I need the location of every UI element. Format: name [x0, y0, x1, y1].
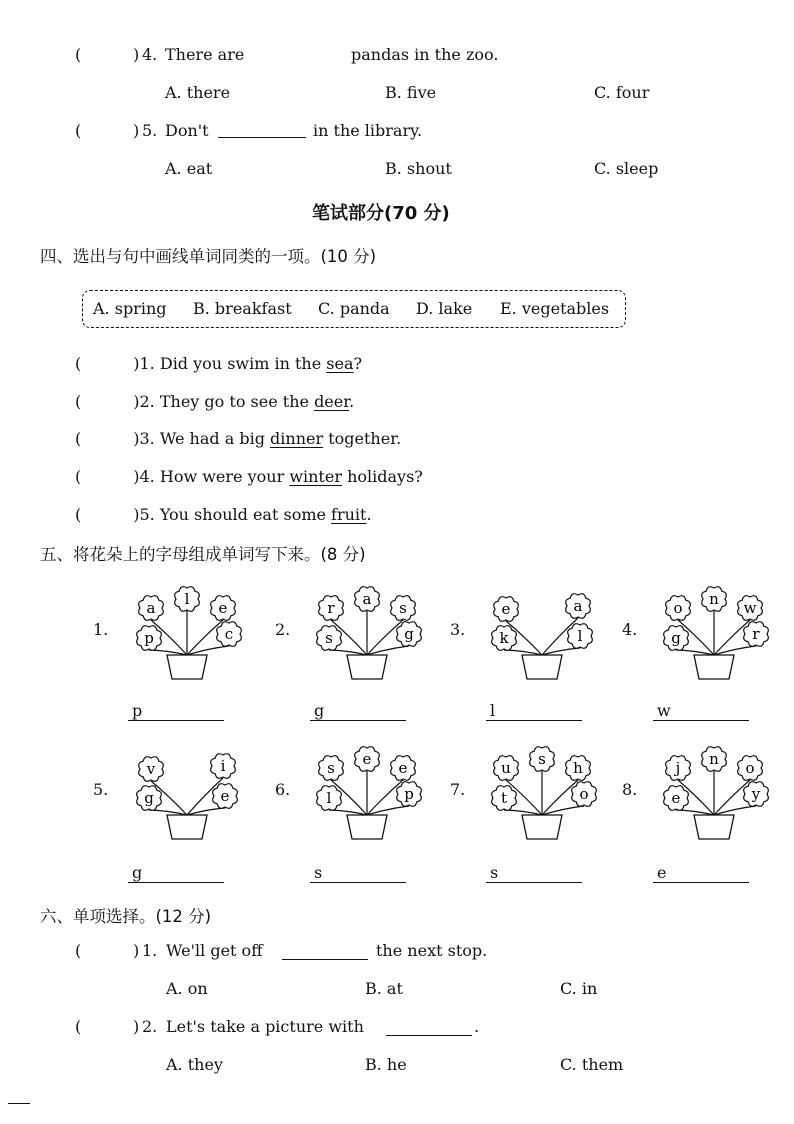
blossom-letter: l — [184, 590, 190, 608]
answer-paren-close: ) — [133, 941, 140, 960]
flower-stem — [329, 810, 367, 815]
flower-number: 4. — [622, 620, 638, 639]
fill-blank[interactable] — [282, 945, 368, 960]
flower-number: 3. — [450, 620, 466, 639]
flower-stem — [676, 650, 714, 655]
question-text-after: . — [349, 392, 355, 411]
answer-start-letter: s — [314, 863, 323, 882]
word-bank-option-c: C. panda — [318, 299, 390, 318]
answer-paren-close: ) — [133, 121, 140, 140]
answer-start-letter: p — [132, 701, 143, 720]
blossom-letter: r — [327, 599, 335, 617]
blossom-letter: l — [577, 627, 583, 645]
answer-paren-open[interactable]: ( — [75, 392, 82, 411]
option-b[interactable]: B. five — [385, 83, 437, 102]
blossom-letter: o — [579, 785, 589, 803]
question-text-before: How were your — [159, 467, 290, 486]
flower-pot — [167, 815, 207, 839]
flower-pot-illustration — [632, 575, 782, 685]
flower-pot — [347, 815, 387, 839]
answer-line[interactable] — [486, 882, 582, 883]
list-item — [75, 505, 372, 524]
question-text-after: the next stop. — [376, 941, 488, 960]
blossom-letter: j — [675, 759, 681, 777]
blossom-letter: h — [573, 759, 583, 777]
answer-paren-open[interactable]: ( — [75, 467, 82, 486]
blossom-letter: y — [751, 785, 761, 803]
flower-pot — [522, 815, 562, 839]
flower-number: 6. — [275, 780, 291, 799]
flower-stem — [714, 646, 756, 655]
answer-start-letter: e — [657, 863, 667, 882]
flower-number: 8. — [622, 780, 638, 799]
blossom-letter: g — [404, 625, 414, 643]
blossom-letter: o — [745, 759, 755, 777]
answer-paren-close: ) — [133, 429, 140, 448]
answer-line[interactable] — [128, 720, 224, 721]
question-text-before: There are — [165, 45, 245, 64]
question-number: 4. — [142, 45, 158, 64]
underlined-word: winter — [289, 467, 342, 486]
blossom-letter: g — [144, 789, 154, 807]
flower-number: 2. — [275, 620, 291, 639]
question-number: 3. — [139, 429, 155, 448]
answer-line[interactable] — [310, 720, 406, 721]
answer-paren-open[interactable]: ( — [75, 505, 82, 524]
answer-paren-open[interactable]: ( — [75, 121, 82, 140]
question-text-after: in the library. — [313, 121, 423, 140]
blossom-letter: c — [224, 625, 234, 643]
option-b[interactable]: B. he — [365, 1055, 407, 1074]
question-text-after: ? — [353, 354, 363, 373]
flower-pot-illustration — [460, 735, 610, 845]
answer-paren-close: ) — [133, 467, 140, 486]
blossom-letter: u — [501, 759, 511, 777]
option-b[interactable]: B. shout — [385, 159, 452, 178]
option-a[interactable]: A. on — [166, 979, 208, 998]
flower-pot-illustration — [285, 735, 435, 845]
question-number: 5. — [142, 121, 158, 140]
section-5-title: 五、将花朵上的字母组成单词写下来。(8 分) — [40, 545, 366, 564]
flower-pot — [522, 655, 562, 679]
blossom-letter: w — [743, 599, 757, 617]
option-c[interactable]: C. them — [560, 1055, 624, 1074]
question-text-before: You should eat some — [159, 505, 332, 524]
answer-paren-close: ) — [133, 505, 140, 524]
question-number: 1. — [139, 354, 155, 373]
list-item — [75, 354, 362, 373]
flower-stem — [149, 810, 187, 815]
flower-stem — [504, 650, 542, 655]
option-a[interactable]: A. eat — [165, 159, 213, 178]
blossom-letter: e — [220, 787, 230, 805]
fill-blank[interactable] — [386, 1021, 472, 1036]
word-bank-option-b: B. breakfast — [193, 299, 292, 318]
flower-stem — [187, 646, 229, 655]
answer-paren-close: ) — [133, 45, 140, 64]
answer-start-letter: g — [314, 701, 325, 720]
question-number: 4. — [139, 467, 155, 486]
blossom-letter: s — [327, 759, 335, 777]
question-text-after: . — [366, 505, 372, 524]
blossom-letter: g — [671, 629, 681, 647]
flower-stem — [329, 650, 367, 655]
answer-paren-open[interactable]: ( — [75, 941, 82, 960]
answer-line[interactable] — [128, 882, 224, 883]
answer-paren-close: ) — [133, 1017, 140, 1036]
flower-stem — [542, 806, 584, 815]
flower-pot-illustration — [105, 735, 255, 845]
flower-stem — [714, 806, 756, 815]
blossom-letter: e — [398, 759, 408, 777]
blossom-letter: s — [538, 750, 546, 768]
flower-stem — [676, 810, 714, 815]
question-number: 5. — [139, 505, 155, 524]
answer-paren-close: ) — [133, 392, 140, 411]
flower-stem — [367, 646, 409, 655]
blossom-letter: i — [220, 757, 226, 775]
flower-stem — [504, 810, 542, 815]
question-text-before: We'll get off — [166, 941, 263, 960]
option-a[interactable]: A. they — [166, 1055, 223, 1074]
blossom-letter: k — [499, 629, 509, 647]
list-item — [75, 429, 401, 448]
answer-start-letter: l — [490, 701, 496, 720]
option-c[interactable]: C. sleep — [594, 159, 659, 178]
flower-pot-illustration — [460, 575, 610, 685]
question-text-before: Don't — [165, 121, 209, 140]
answer-paren-close: ) — [133, 354, 140, 373]
question-number: 1. — [142, 941, 158, 960]
answer-start-letter: g — [132, 863, 143, 882]
list-item — [75, 467, 423, 486]
underlined-word: sea — [326, 354, 354, 373]
blossom-letter: a — [362, 590, 372, 608]
word-bank-option-a: A. spring — [93, 299, 167, 318]
answer-paren-open[interactable]: ( — [75, 429, 82, 448]
answer-line[interactable] — [653, 882, 749, 883]
blossom-letter: p — [404, 785, 414, 803]
blossom-letter: o — [673, 599, 683, 617]
blossom-letter: n — [709, 590, 719, 608]
blossom-letter: t — [500, 789, 508, 807]
question-text-before: They go to see the — [159, 392, 315, 411]
question-text-before: Let's take a picture with — [166, 1017, 364, 1036]
flower-number: 7. — [450, 780, 466, 799]
question-text-before: We had a big — [159, 429, 271, 448]
footer-mark — [8, 1103, 30, 1104]
blossom-letter: l — [326, 789, 332, 807]
fill-blank[interactable] — [218, 123, 306, 138]
blossom-letter: a — [146, 599, 156, 617]
question-text-after: holidays? — [341, 467, 423, 486]
flower-pot-illustration — [632, 735, 782, 845]
answer-line[interactable] — [486, 720, 582, 721]
question-text-before: Did you swim in the — [159, 354, 327, 373]
written-part-title: 笔试部分(70 分) — [312, 203, 450, 224]
underlined-word: dinner — [270, 429, 324, 448]
blossom-letter: e — [501, 600, 511, 618]
question-number: 2. — [139, 392, 155, 411]
blossom-letter: e — [671, 789, 681, 807]
blossom-letter: v — [146, 760, 156, 778]
flower-pot-illustration — [105, 575, 255, 685]
answer-start-letter: s — [490, 863, 499, 882]
question-number: 2. — [142, 1017, 158, 1036]
word-bank-option-e: E. vegetables — [500, 299, 610, 318]
blossom-letter: s — [399, 599, 407, 617]
blossom-letter: e — [362, 750, 372, 768]
list-item — [75, 392, 354, 411]
flower-number: 1. — [93, 620, 109, 639]
flower-stem — [367, 806, 409, 815]
section-4-title: 四、选出与句中画线单词同类的一项。(10 分) — [40, 247, 377, 266]
word-bank-option-d: D. lake — [416, 299, 473, 318]
blossom-letter: s — [325, 629, 333, 647]
flower-pot — [347, 655, 387, 679]
option-c[interactable]: C. in — [560, 979, 598, 998]
answer-paren-open[interactable]: ( — [75, 45, 82, 64]
question-text-after: together. — [323, 429, 402, 448]
option-a[interactable]: A. there — [165, 83, 231, 102]
answer-line[interactable] — [653, 720, 749, 721]
answer-paren-open[interactable]: ( — [75, 354, 82, 373]
section-6-title: 六、单项选择。(12 分) — [40, 907, 212, 926]
underlined-word: fruit — [331, 505, 367, 524]
blossom-letter: r — [752, 625, 760, 643]
option-c[interactable]: C. four — [594, 83, 650, 102]
blossom-letter: n — [709, 750, 719, 768]
flower-pot — [694, 815, 734, 839]
underlined-word: deer — [314, 392, 350, 411]
flower-pot — [694, 655, 734, 679]
answer-line[interactable] — [310, 882, 406, 883]
blossom-letter: e — [218, 599, 228, 617]
answer-start-letter: w — [657, 701, 671, 720]
flower-pot-illustration — [285, 575, 435, 685]
flower-number: 5. — [93, 780, 109, 799]
option-b[interactable]: B. at — [365, 979, 403, 998]
flower-stem — [149, 650, 187, 655]
blossom-letter: p — [144, 629, 154, 647]
blossom-letter: a — [573, 597, 583, 615]
question-text-after: . — [474, 1017, 480, 1036]
flower-pot — [167, 655, 207, 679]
answer-paren-open[interactable]: ( — [75, 1017, 82, 1036]
question-text-after: pandas in the zoo. — [351, 45, 499, 64]
